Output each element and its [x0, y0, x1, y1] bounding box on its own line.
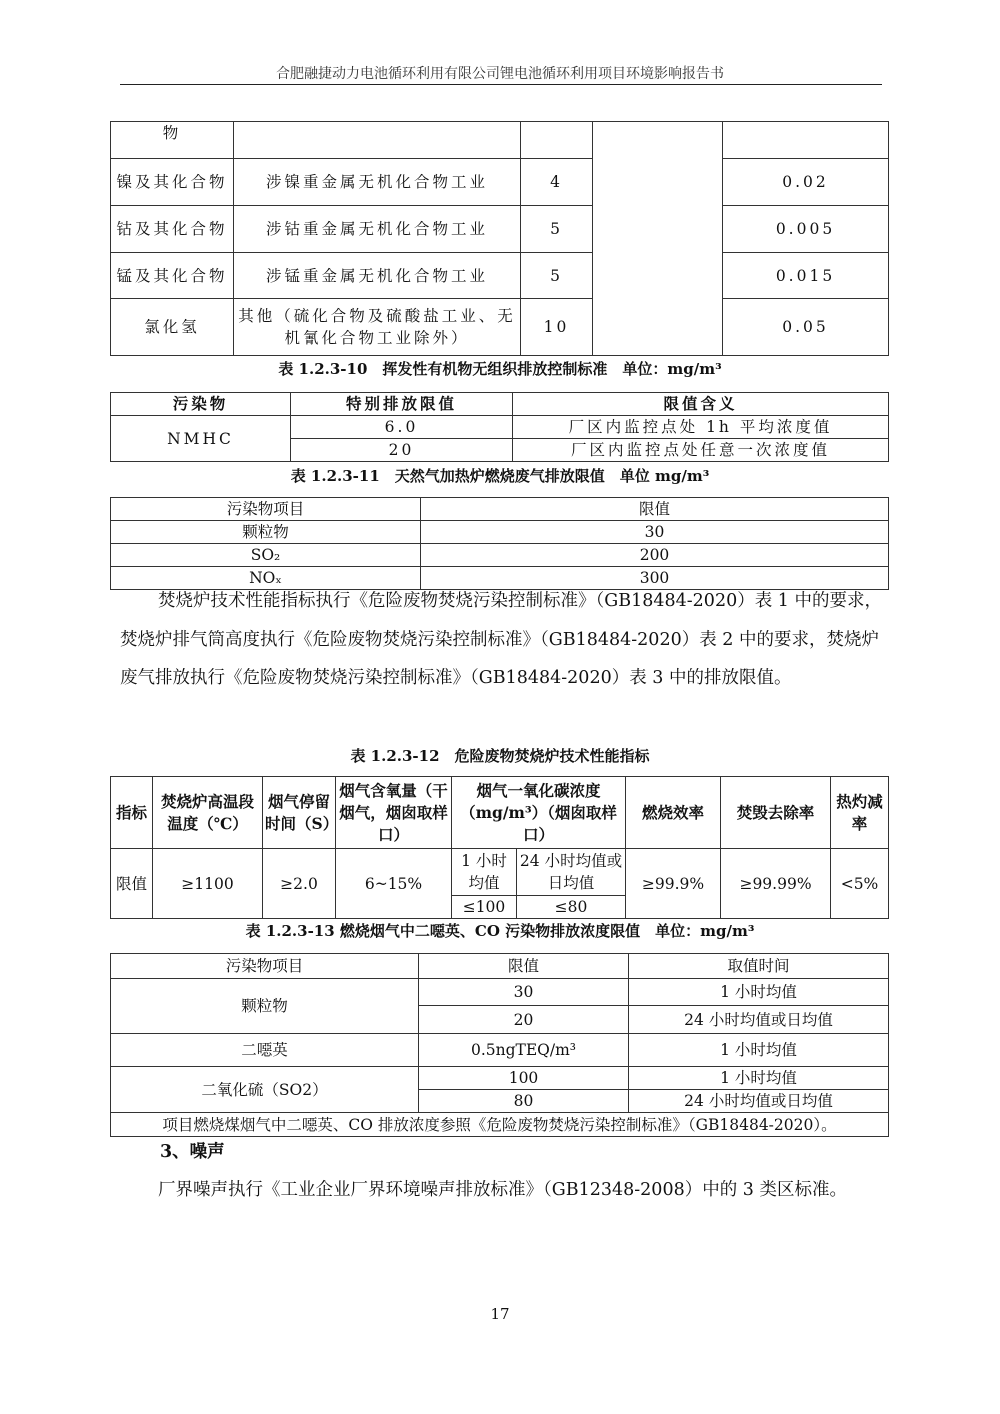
cell: 80	[419, 1090, 629, 1113]
cell: 0.015	[723, 253, 889, 299]
cell: 24 小时均值或日均值	[629, 1090, 889, 1113]
header-cell: 焚烧炉高温段温度（℃）	[153, 777, 263, 849]
table-row	[111, 122, 889, 159]
cell: ≥1100	[153, 849, 263, 919]
table-caption: 表 1.2.3-12 危险废物焚烧炉技术性能指标	[350, 747, 650, 765]
running-header: 合肥融捷动力电池循环利用有限公司锂电池循环利用项目环境影响报告书	[276, 66, 724, 82]
table-row	[111, 1034, 889, 1067]
cell: 涉锰重金属无机化合物工业	[234, 253, 521, 299]
table-row	[111, 299, 889, 356]
cell: 涉钴重金属无机化合物工业	[234, 206, 521, 253]
table-header-row	[111, 777, 889, 849]
header-cell: 烟气含氧量（干烟气，烟囱取样口）	[336, 777, 452, 849]
cell: 4	[521, 159, 593, 206]
cell: 0.02	[723, 159, 889, 206]
paragraph: 厂界噪声执行《工业企业厂界环境噪声排放标准》（GB12348-2008）中的 3 类区标准。	[158, 1180, 847, 1200]
cell: 20	[419, 1006, 629, 1034]
cell: ≤80	[517, 896, 626, 919]
table-header-row	[111, 393, 889, 416]
cell: 颗粒物	[111, 979, 419, 1034]
cell	[723, 122, 889, 159]
cell: ≥99.9%	[626, 849, 721, 919]
cell: 1 小时均值	[629, 1034, 889, 1067]
table-caption: 表 1.2.3-10 挥发性有机物无组织排放控制标准 单位：mg/m³	[278, 360, 722, 378]
table-row	[111, 416, 889, 439]
cell: NMHC	[111, 416, 291, 462]
cell: 0.5ngTEQ/m³	[419, 1034, 629, 1067]
cell	[521, 122, 593, 159]
cell: 锰及其化合物	[111, 253, 234, 299]
cell: ≤100	[452, 896, 517, 919]
header-cell: 污染物项目	[111, 954, 419, 979]
incinerator-performance-table	[110, 776, 889, 919]
header-cell: 焚毁去除率	[721, 777, 831, 849]
cell: 6~15%	[336, 849, 452, 919]
header-cell: 污染物项目	[111, 498, 421, 521]
table-header-row	[111, 954, 889, 979]
dioxin-co-table	[110, 953, 889, 1137]
cell: 1 小时均值	[629, 1067, 889, 1090]
header-cell: 特别排放限值	[291, 393, 513, 416]
header-cell: 取值时间	[629, 954, 889, 979]
cell: 钴及其化合物	[111, 206, 234, 253]
table-row	[111, 1067, 889, 1090]
cell: 二氧化硫（SO2）	[111, 1067, 419, 1113]
cell: 镍及其化合物	[111, 159, 234, 206]
section-heading: 3、噪声	[160, 1142, 225, 1162]
paragraph: 焚烧炉技术性能指标执行《危险废物焚烧污染控制标准》（GB18484-2020）表 1 中的要求，焚烧炉排气筒高度执行《危险废物焚烧污染控制标准》（GB18484-2020）表 2 中的要求，焚烧炉废气排放执行《危险废物焚烧污染控制标准》（GB18484-2020）表 3 中的排放限值。	[120, 591, 882, 688]
note-cell: 项目燃烧煤烟气中二噁英、CO 排放浓度参照《危险废物焚烧污染控制标准》（GB18484-2020）。	[111, 1113, 889, 1137]
cell: 30	[421, 521, 889, 544]
table-note-row	[111, 1113, 889, 1137]
cell: 0.05	[723, 299, 889, 356]
header-cell: 限值	[421, 498, 889, 521]
cell: 其他（硫化合物及硫酸盐工业、无机氰化合物工业除外）	[234, 299, 521, 356]
table-row	[111, 849, 889, 896]
merged-empty-cell	[593, 122, 723, 356]
heavy-metal-table	[110, 121, 889, 356]
cell: ≥99.99%	[721, 849, 831, 919]
header-cell: 燃烧效率	[626, 777, 721, 849]
gas-heater-table	[110, 497, 889, 590]
cell: 200	[421, 544, 889, 567]
cell: 二噁英	[111, 1034, 419, 1067]
cell: NOₓ	[111, 567, 421, 590]
cell: 限值	[111, 849, 153, 919]
cell: 5	[521, 253, 593, 299]
table-header-row	[111, 498, 889, 521]
header-cell: 污染物	[111, 393, 291, 416]
table-caption: 表 1.2.3-11 天然气加热炉燃烧废气排放限值 单位 mg/m³	[290, 467, 710, 485]
cell: 0.005	[723, 206, 889, 253]
cell: 100	[419, 1067, 629, 1090]
cell: 20	[291, 439, 513, 462]
cell	[234, 122, 521, 159]
cell: 颗粒物	[111, 521, 421, 544]
table-caption: 表 1.2.3-13 燃烧烟气中二噁英、CO 污染物排放浓度限值 单位：mg/m³	[245, 922, 755, 940]
header-cell: 烟气一氧化碳浓度（mg/m³）（烟囱取样口）	[452, 777, 626, 849]
cell: 5	[521, 206, 593, 253]
table-row	[111, 253, 889, 299]
header-cell: 限值	[419, 954, 629, 979]
cell: ≥2.0	[263, 849, 336, 919]
cell: 6.0	[291, 416, 513, 439]
cell: 300	[421, 567, 889, 590]
header-cell: 热灼减率	[831, 777, 889, 849]
cell: 涉镍重金属无机化合物工业	[234, 159, 521, 206]
cell: SO₂	[111, 544, 421, 567]
cell: 24 小时均值或日均值	[629, 1006, 889, 1034]
cell: 30	[419, 979, 629, 1006]
header-cell: 指标	[111, 777, 153, 849]
header-cell: 烟气停留时间（S）	[263, 777, 336, 849]
header-rule	[120, 84, 882, 85]
cell: 氯化氢	[111, 299, 234, 356]
vocs-table	[110, 392, 889, 462]
cell: 10	[521, 299, 593, 356]
cell: 物	[111, 122, 234, 159]
table-row	[111, 544, 889, 567]
header-cell: 限值含义	[513, 393, 889, 416]
cell: 1 小时均值	[452, 849, 517, 896]
table-row	[111, 979, 889, 1006]
cell: 1 小时均值	[629, 979, 889, 1006]
cell: 厂区内监控点处 1h 平均浓度值	[513, 416, 889, 439]
table-row	[111, 206, 889, 253]
cell: 24 小时均值或日均值	[517, 849, 626, 896]
cell: <5%	[831, 849, 889, 919]
table-row	[111, 521, 889, 544]
page-number: 17	[490, 1305, 510, 1323]
table-row	[111, 159, 889, 206]
cell: 厂区内监控点处任意一次浓度值	[513, 439, 889, 462]
